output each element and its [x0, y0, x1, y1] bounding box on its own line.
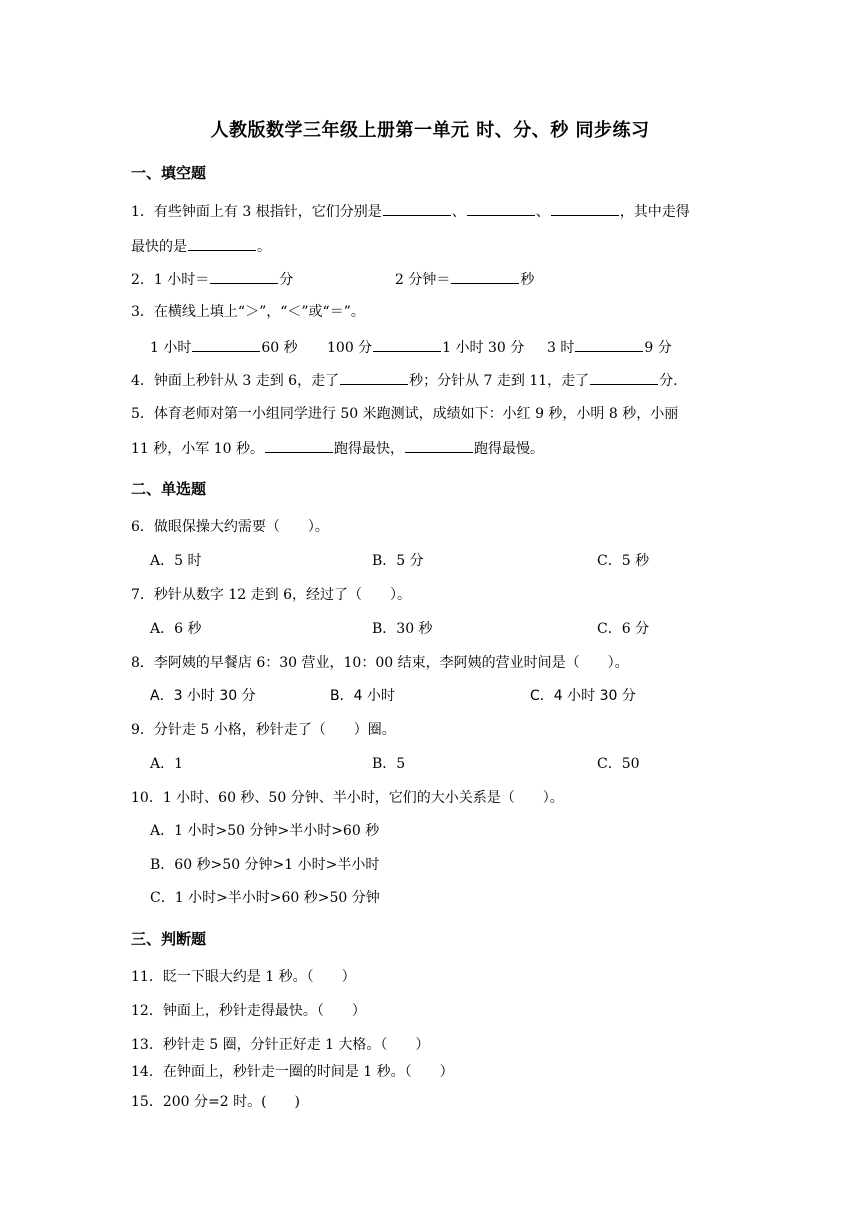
answer-blank[interactable]: [575, 337, 643, 352]
option-b[interactable]: B．5: [372, 756, 406, 772]
option-c[interactable]: C．1 小时>半小时>60 秒>50 分钟: [150, 890, 380, 906]
option-c[interactable]: C．6 分: [597, 621, 650, 637]
answer-blank[interactable]: [188, 236, 256, 251]
question-4: 4．钟面上秒针从 3 走到 6，走了 秒；分针从 7 走到 11，走了 分.: [131, 370, 678, 391]
option-a[interactable]: A．1: [150, 756, 184, 772]
question-5-line-2: 11 秒，小军 10 秒。 跑得最快， 跑得最慢。: [131, 438, 544, 459]
answer-blank[interactable]: [451, 269, 519, 284]
question-1-line-2: 最快的是 。: [131, 236, 271, 257]
option-c[interactable]: C．4 小时 30 分: [530, 688, 636, 704]
option-a[interactable]: A．3 小时 30 分: [150, 688, 256, 704]
option-b[interactable]: B．5 分: [372, 553, 424, 569]
question-3-part-1: 1 小时 60 秒: [150, 337, 298, 358]
section-heading-fill-blank: 一、填空题: [131, 164, 207, 182]
question-8: 8．李阿姨的早餐店 6：30 营业，10：00 结束，李阿姨的营业时间是（ ）。: [131, 655, 629, 671]
option-b[interactable]: B．30 秒: [372, 621, 433, 637]
question-5-line-1: 5．体育老师对第一小组同学进行 50 米跑测试，成绩如下：小红 9 秒，小明 8 秒，小丽: [131, 406, 679, 422]
option-b[interactable]: B．60 秒>50 分钟>1 小时>半小时: [150, 857, 380, 873]
option-a[interactable]: A．1 小时>50 分钟>半小时>60 秒: [150, 823, 380, 839]
answer-blank[interactable]: [340, 370, 408, 385]
question-3-part-3: 3 时 9 分: [547, 337, 672, 358]
answer-blank[interactable]: [210, 269, 278, 284]
answer-blank[interactable]: [467, 201, 535, 216]
question-3: 3．在横线上填上“＞”，“＜”或“＝”。: [131, 304, 365, 320]
section-heading-true-false: 三、判断题: [131, 930, 207, 948]
question-2-part-2: 2 分钟＝ 秒: [395, 269, 534, 290]
option-c[interactable]: C．50: [597, 756, 640, 772]
question-6: 6．做眼保操大约需要（ ）。: [131, 519, 329, 535]
answer-blank[interactable]: [551, 201, 619, 216]
question-10: 10．1 小时、60 秒、50 分钟、半小时，它们的大小关系是（ ）。: [131, 790, 564, 806]
answer-blank[interactable]: [383, 201, 451, 216]
answer-blank[interactable]: [265, 438, 333, 453]
answer-blank[interactable]: [192, 337, 260, 352]
question-12: 12．钟面上，秒针走得最快。（ ）: [131, 1003, 366, 1019]
question-3-part-2: 100 分 1 小时 30 分: [327, 337, 524, 358]
option-a[interactable]: A．6 秒: [150, 621, 202, 637]
question-1-line-1: 1．有些钟面上有 3 根指针，它们分别是 、 、 ，其中走得: [131, 201, 690, 222]
question-13: 13．秒针走 5 圈，分针正好走 1 大格。（ ）: [131, 1037, 430, 1053]
question-2: 2．1 小时＝ 分: [131, 269, 293, 290]
option-c[interactable]: C．5 秒: [597, 553, 650, 569]
option-b[interactable]: B．4 小时: [330, 688, 395, 704]
page-title: 人教版数学三年级上册第一单元 时、分、秒 同步练习: [210, 120, 650, 141]
question-9: 9．分针走 5 小格，秒针走了（ ）圈。: [131, 722, 396, 738]
question-15: 15．200 分=2 时。( ): [131, 1094, 300, 1110]
section-heading-single-choice: 二、单选题: [131, 480, 207, 498]
question-7: 7．秒针从数字 12 走到 6，经过了（ ）。: [131, 587, 411, 603]
answer-blank[interactable]: [590, 370, 658, 385]
answer-blank[interactable]: [405, 438, 473, 453]
answer-blank[interactable]: [373, 337, 441, 352]
question-11: 11．眨一下眼大约是 1 秒。（ ）: [131, 969, 356, 985]
question-14: 14．在钟面上，秒针走一圈的时间是 1 秒。（ ）: [131, 1064, 454, 1080]
option-a[interactable]: A．5 时: [150, 553, 202, 569]
